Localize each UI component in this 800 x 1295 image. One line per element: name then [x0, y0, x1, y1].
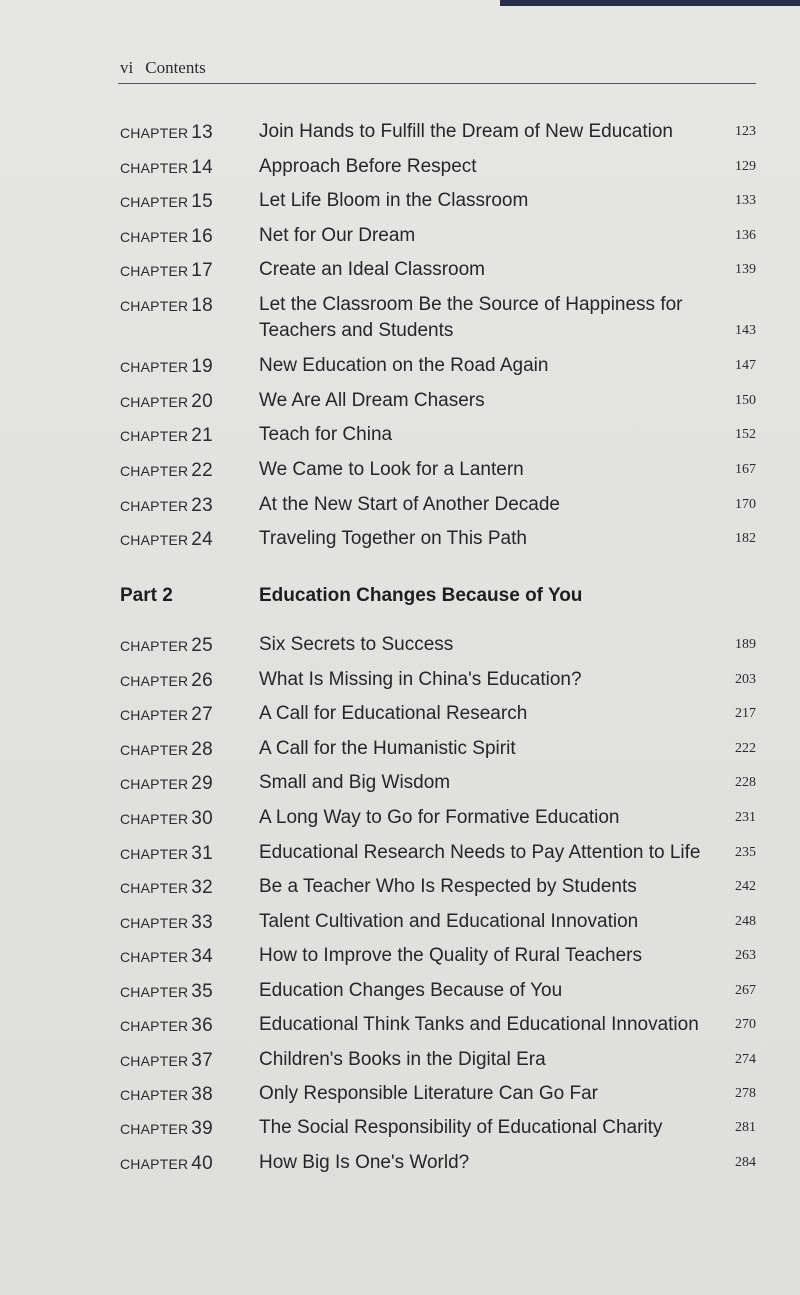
chapter-label: CHAPTER 24 [120, 529, 213, 550]
chapter-title: Be a Teacher Who Is Respected by Students [259, 876, 637, 897]
chapter-label: CHAPTER 35 [120, 981, 213, 1002]
page-ref: 136 [735, 228, 756, 243]
chapter-title: Education Changes Because of You [259, 980, 563, 1001]
chapter-label: CHAPTER 26 [120, 670, 213, 691]
chapter-label: CHAPTER 32 [120, 877, 213, 898]
chapter-label: CHAPTER 19 [120, 356, 213, 377]
chapter-label: CHAPTER 13 [120, 122, 213, 143]
chapter-label: CHAPTER 29 [120, 773, 213, 794]
chapter-label: CHAPTER 31 [120, 843, 213, 864]
chapter-title: New Education on the Road Again [259, 355, 549, 376]
chapter-title: Traveling Together on This Path [259, 528, 527, 549]
chapter-title: Let the Classroom Be the Source of Happiness for Teachers and Students [259, 294, 683, 341]
page-ref: 129 [735, 159, 756, 174]
top-edge-strip [500, 0, 800, 6]
page-ref: 170 [735, 497, 756, 512]
page-ref: 267 [735, 983, 756, 998]
chapter-title: Small and Big Wisdom [259, 772, 451, 793]
chapter-title: A Call for Educational Research [259, 703, 528, 724]
chapter-label: CHAPTER 22 [120, 460, 213, 481]
chapter-title: We Are All Dream Chasers [259, 390, 485, 411]
page-ref: 278 [735, 1086, 756, 1101]
page-ref: 274 [735, 1052, 756, 1067]
part-label: Part 2 [120, 585, 173, 606]
chapter-title: How to Improve the Quality of Rural Teachers [259, 945, 642, 966]
chapter-title: Join Hands to Fulfill the Dream of New Education [259, 121, 673, 142]
page-ref: 284 [735, 1155, 756, 1170]
page-ref: 281 [735, 1120, 756, 1135]
page-ref: 147 [735, 358, 756, 373]
chapter-title: Talent Cultivation and Educational Innovation [259, 911, 639, 932]
page-ref: 143 [735, 323, 756, 338]
chapter-label: CHAPTER 20 [120, 391, 213, 412]
header-rule [118, 83, 756, 84]
page-ref: 263 [735, 948, 756, 963]
page-ref: 228 [735, 775, 756, 790]
page-ref: 231 [735, 810, 756, 825]
chapter-label: CHAPTER 16 [120, 226, 213, 247]
chapter-title: Only Responsible Literature Can Go Far [259, 1083, 598, 1104]
chapter-title: Educational Think Tanks and Educational Innovation [259, 1014, 699, 1035]
chapter-label: CHAPTER 28 [120, 739, 213, 760]
page-ref: 152 [735, 427, 756, 442]
chapter-label: CHAPTER 38 [120, 1084, 213, 1105]
chapter-label: CHAPTER 33 [120, 912, 213, 933]
chapter-title: We Came to Look for a Lantern [259, 459, 524, 480]
chapter-title: What Is Missing in China's Education? [259, 669, 582, 690]
page-ref: 139 [735, 262, 756, 277]
page-ref: 189 [735, 637, 756, 652]
chapter-label: CHAPTER 17 [120, 260, 213, 281]
page-ref: 150 [735, 393, 756, 408]
chapter-label: CHAPTER 34 [120, 946, 213, 967]
page-ref: 248 [735, 914, 756, 929]
chapter-title: Educational Research Needs to Pay Attention to Life [259, 842, 701, 863]
chapter-title: At the New Start of Another Decade [259, 494, 561, 515]
page-ref: 133 [735, 193, 756, 208]
page-ref: 235 [735, 845, 756, 860]
chapter-label: CHAPTER 39 [120, 1118, 213, 1139]
chapter-title: Let Life Bloom in the Classroom [259, 190, 529, 211]
page-ref: 217 [735, 706, 756, 721]
chapter-label: CHAPTER 27 [120, 704, 213, 725]
chapter-label: CHAPTER 36 [120, 1015, 213, 1036]
page-ref: 242 [735, 879, 756, 894]
page-ref: 123 [735, 124, 756, 139]
chapter-label: CHAPTER 21 [120, 425, 213, 446]
part-title: Education Changes Because of You [259, 585, 583, 606]
chapter-label: CHAPTER 40 [120, 1153, 213, 1174]
running-header [120, 58, 756, 78]
chapter-title: Approach Before Respect [259, 156, 477, 177]
page-ref: 270 [735, 1017, 756, 1032]
chapter-label: CHAPTER 15 [120, 191, 213, 212]
page-ref: 222 [735, 741, 756, 756]
page-ref: 203 [735, 672, 756, 687]
chapter-title: Net for Our Dream [259, 225, 416, 246]
chapter-title: How Big Is One's World? [259, 1152, 470, 1173]
page-ref: 167 [735, 462, 756, 477]
header-page-number: vi [120, 58, 134, 77]
chapter-label: CHAPTER 14 [120, 157, 213, 178]
chapter-title: Teach for China [259, 424, 393, 445]
chapter-title: Children's Books in the Digital Era [259, 1049, 546, 1070]
chapter-label: CHAPTER 23 [120, 495, 213, 516]
chapter-label: CHAPTER 30 [120, 808, 213, 829]
chapter-title: A Call for the Humanistic Spirit [259, 738, 516, 759]
chapter-title: Create an Ideal Classroom [259, 259, 485, 280]
chapter-label: CHAPTER 18 [120, 295, 213, 316]
header-title: Contents [145, 58, 206, 77]
page-ref: 182 [735, 531, 756, 546]
chapter-label: CHAPTER 37 [120, 1050, 213, 1071]
chapter-label: CHAPTER 25 [120, 635, 213, 656]
chapter-title: A Long Way to Go for Formative Education [259, 807, 620, 828]
chapter-title: Six Secrets to Success [259, 634, 454, 655]
chapter-title: The Social Responsibility of Educational Charity [259, 1117, 663, 1138]
